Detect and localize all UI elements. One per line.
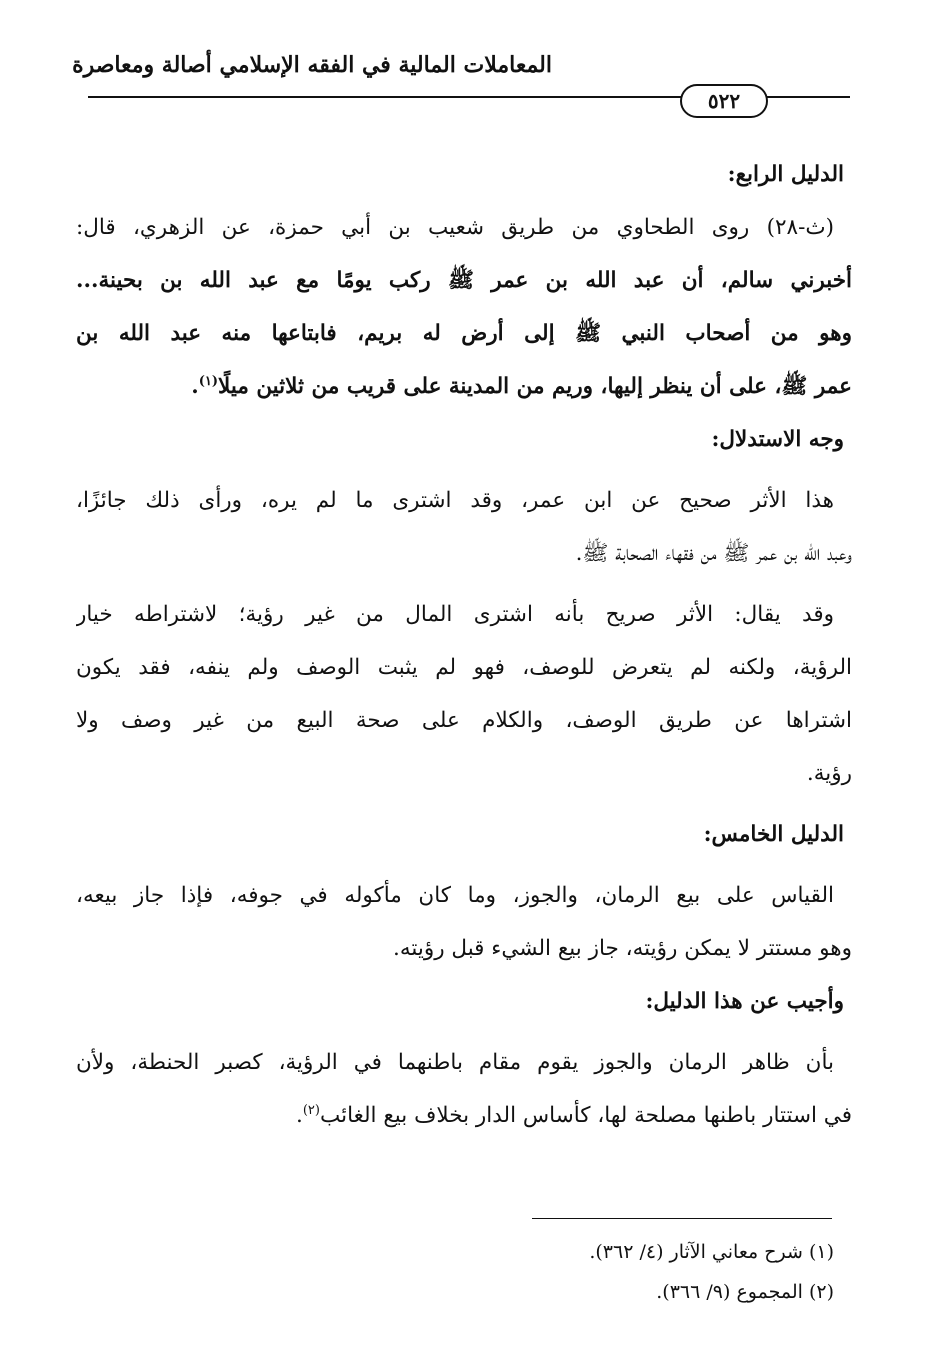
paragraph-line [76,1089,852,1142]
paragraph-line: هذا الأثر صحيح عن ابن عمر، وقد اشترى ما لم يره، ورأى ذلك جائزًا، [76,488,834,513]
paragraph-line: الرؤية، ولكنه لم يتعرض للوصف، فهو لم يثبت الوصف ولم ينفه، فقد يكون [76,655,852,680]
footnotes [589,1232,834,1312]
heading-inference: وجه الاستدلال: [711,427,844,452]
page-number: ٥٢٢ [680,84,768,118]
running-title: المعاملات المالية في الفقه الإسلامي أصالة ومعاصرة [72,52,552,78]
heading-fifth-evidence: الدليل الخامس: [703,822,844,847]
paragraph-line-text: عمر ﷺ، على أن ينظر إليها، وريم من المدينة على قريب من ثلاثين ميلًا [218,374,852,399]
paragraph-line: اشتراها عن طريق الوصف، والكلام على صحة البيع من غير وصف ولا [76,708,852,733]
period: . [295,1103,303,1128]
footnote-rule [532,1218,832,1219]
paragraph-line: أخبرني سالم، أن عبد الله بن عمر ﷺ ركب يومًا مع عبد الله بن بحينة... [76,268,852,293]
paragraph-line: وعبد الله بن عمر ﷺ من فقهاء الصحابة ﷺ. [575,541,852,566]
body-text [76,148,852,1142]
period: . [191,374,199,399]
paragraph-line: وهو مستتر لا يمكن رؤيته، جاز بيع الشيء قبل رؤيته. [392,936,852,961]
paragraph-line-text: في استتار باطنها مصلحة لها، كأساس الدار بخلاف بيع الغائب [319,1103,852,1128]
heading-fourth-evidence: الدليل الرابع: [727,162,844,187]
paragraph-line: رؤية. [806,761,852,786]
footnote-marker: (١) [198,373,218,389]
paragraph-line: القياس على بيع الرمان، والجوز، وما كان مأكوله في جوفه، فإذا جاز بيعه، [76,883,834,908]
paragraph-line: (ث-٢٨) روى الطحاوي من طريق شعيب بن أبي حمزة، عن الزهري، قال: [76,215,834,240]
paragraph-line: وقد يقال: الأثر صريح بأنه اشترى المال من غير رؤية؛ لاشتراطه خيار [76,602,834,627]
footnote-1: (١) شرح معاني الآثار (٤/ ٣٦٢). [589,1241,834,1263]
paragraph-line: وهو من أصحاب النبي ﷺ إلى أرض له بريم، فابتاعها منه عبد الله بن [76,321,852,346]
paragraph-line [76,360,852,413]
footnote-marker: (٢) [302,1102,320,1118]
footnote-2: (٢) المجموع (٩/ ٣٦٦). [656,1281,834,1303]
paragraph-line: بأن ظاهر الرمان والجوز يقوم مقام باطنهما في الرؤية، كصبر الحنطة، ولأن [76,1050,834,1075]
heading-reply: وأجيب عن هذا الدليل: [645,989,844,1014]
